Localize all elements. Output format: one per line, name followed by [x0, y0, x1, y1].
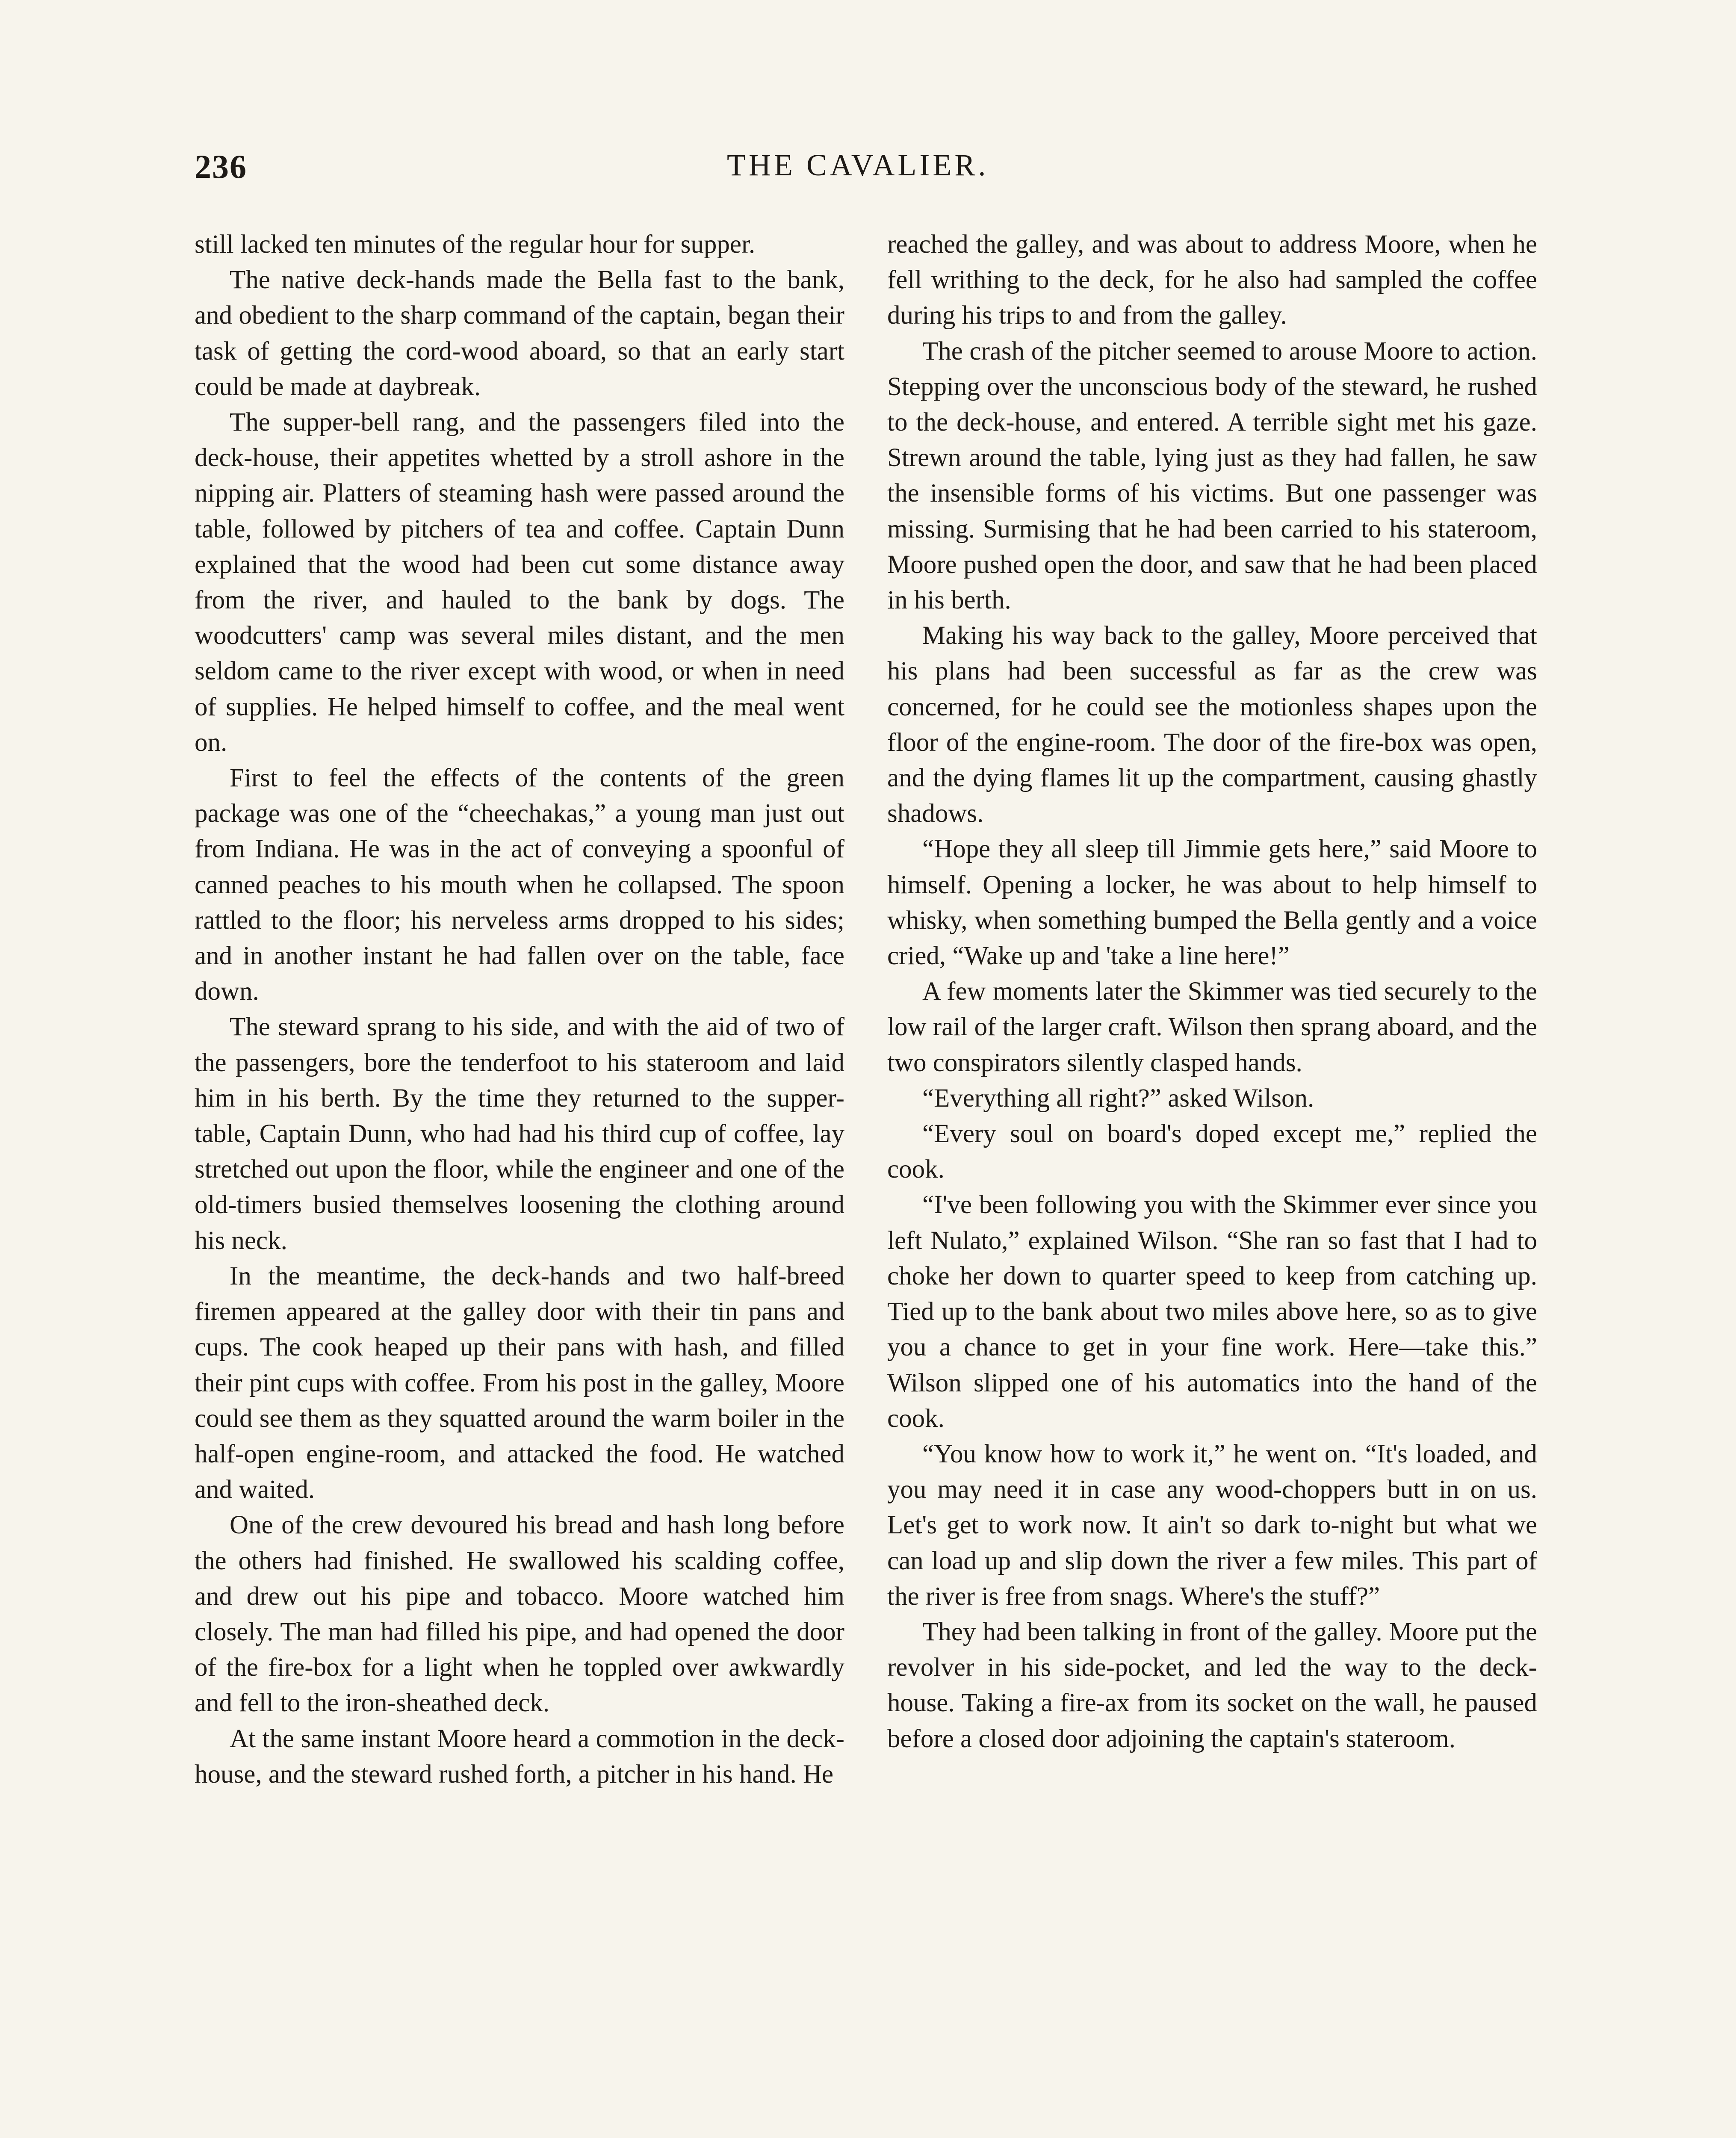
page-number: 236: [195, 148, 247, 185]
paragraph: “You know how to work it,” he went on. “It's loaded, and you may need it in case any wood-choppers butt in on us. Let's get to work now. It ain't so dark to-night but what we can load up and slip down the river a few miles. This part of the river is free from snags. Where's the stuff?”: [887, 1439, 1537, 1611]
paragraph: They had been talking in front of the galley. Moore put the revolver in his side-pocket, and led the way to the deck-house. Taking a fire-ax from its socket on the wall, he paused before a closed door adjoining the captain's stateroom.: [887, 1617, 1537, 1753]
paragraph: At the same instant Moore heard a commotion in the deck-house, and the steward rushed forth, a pitcher in his hand. He: [195, 1724, 844, 1789]
paragraph: “Everything all right?” asked Wilson.: [922, 1084, 1314, 1113]
paragraph: The native deck-hands made the Bella fast to the bank, and obedient to the sharp command of the captain, began their task of getting the cord-wood aboard, so that an early start could be made at daybreak.: [195, 266, 844, 401]
running-title: THE CAVALIER.: [727, 148, 989, 182]
paragraph: reached the galley, and was about to address Moore, when he fell writhing to the deck, for he also had sampled the coffee during his trips to and from the galley.: [887, 230, 1537, 330]
paragraph: A few moments later the Skimmer was tied securely to the low rail of the larger craft. Wilson then sprang aboard, and the two conspirators silently clasped hands.: [887, 977, 1537, 1077]
paragraph: “Hope they all sleep till Jimmie gets here,” said Moore to himself. Opening a locker, he was about to help himself to whisky, when something bumped the Bella gently and a voice cried, “Wake up and 'take a line here!”: [887, 835, 1537, 971]
paragraph: The supper-bell rang, and the passengers filed into the deck-house, their appetites whetted by a stroll ashore in the nipping air. Platters of steaming hash were passed around the table, followed by pitchers of tea and coffee. Captain Dunn explained that the wood had been cut some distance away from the river, and hauled to the bank by dogs. The woodcutters' camp was several miles distant, and the men seldom came to the river except with wood, or when in need of supplies. He helped himself to coffee, and the meal went on.: [195, 408, 844, 757]
left-column: [195, 227, 844, 1792]
right-column: [887, 227, 1537, 1757]
paragraph: The crash of the pitcher seemed to arouse Moore to action. Stepping over the unconscious body of the steward, he rushed to the deck-house, and entered. A terrible sight met his gaze. Strewn around the table, lying just as they had fallen, he saw the insensible forms of his victims. But one passenger was missing. Surmising that he had been carried to his stateroom, Moore pushed open the door, and saw that he had been placed in his berth.: [887, 337, 1537, 615]
paragraph: “Every soul on board's doped except me,” replied the cook.: [887, 1119, 1537, 1184]
paragraph: In the meantime, the deck-hands and two half-breed firemen appeared at the galley door with their tin pans and cups. The cook heaped up their pans with hash, and filled their pint cups with coffee. From his post in the galley, Moore could see them as they squatted around the warm boiler in the half-open engine-room, and attacked the food. He watched and waited.: [195, 1261, 844, 1504]
paragraph: One of the crew devoured his bread and hash long before the others had finished. He swallowed his scalding coffee, and drew out his pipe and tobacco. Moore watched him closely. The man had filled his pipe, and had opened the door of the fire-box for a light when he toppled over awkwardly and fell to the iron-sheathed deck.: [195, 1511, 844, 1718]
paragraph: The steward sprang to his side, and with the aid of two of the passengers, bore the tenderfoot to his stateroom and laid him in his berth. By the time they returned to the supper-table, Captain Dunn, who had had his third cup of coffee, lay stretched out upon the floor, while the engineer and one of the old-timers busied themselves loosening the clothing around his neck.: [195, 1013, 844, 1255]
paragraph: “I've been following you with the Skimmer ever since you left Nulato,” explained Wilson. “She ran so fast that I had to choke her down to quarter speed to keep from catching up. Tied up to the bank about two miles above here, so as to give you a chance to get in your fine work. Here—take this.” Wilson slipped one of his automatics into the hand of the cook.: [887, 1190, 1537, 1433]
paragraph: Making his way back to the galley, Moore perceived that his plans had been successful as far as the crew was concerned, for he could see the motionless shapes upon the floor of the engine-room. The door of the fire-box was open, and the dying flames lit up the compartment, causing ghastly shadows.: [887, 621, 1537, 828]
paragraph: still lacked ten minutes of the regular hour for supper.: [195, 230, 756, 259]
paragraph: First to feel the effects of the contents of the green package was one of the “cheechakas,” a young man just out from Indiana. He was in the act of conveying a spoonful of canned peaches to his mouth when he collapsed. The spoon rattled to the floor; his nerveless arms dropped to his sides; and in another instant he had fallen over on the table, face down.: [195, 764, 844, 1006]
